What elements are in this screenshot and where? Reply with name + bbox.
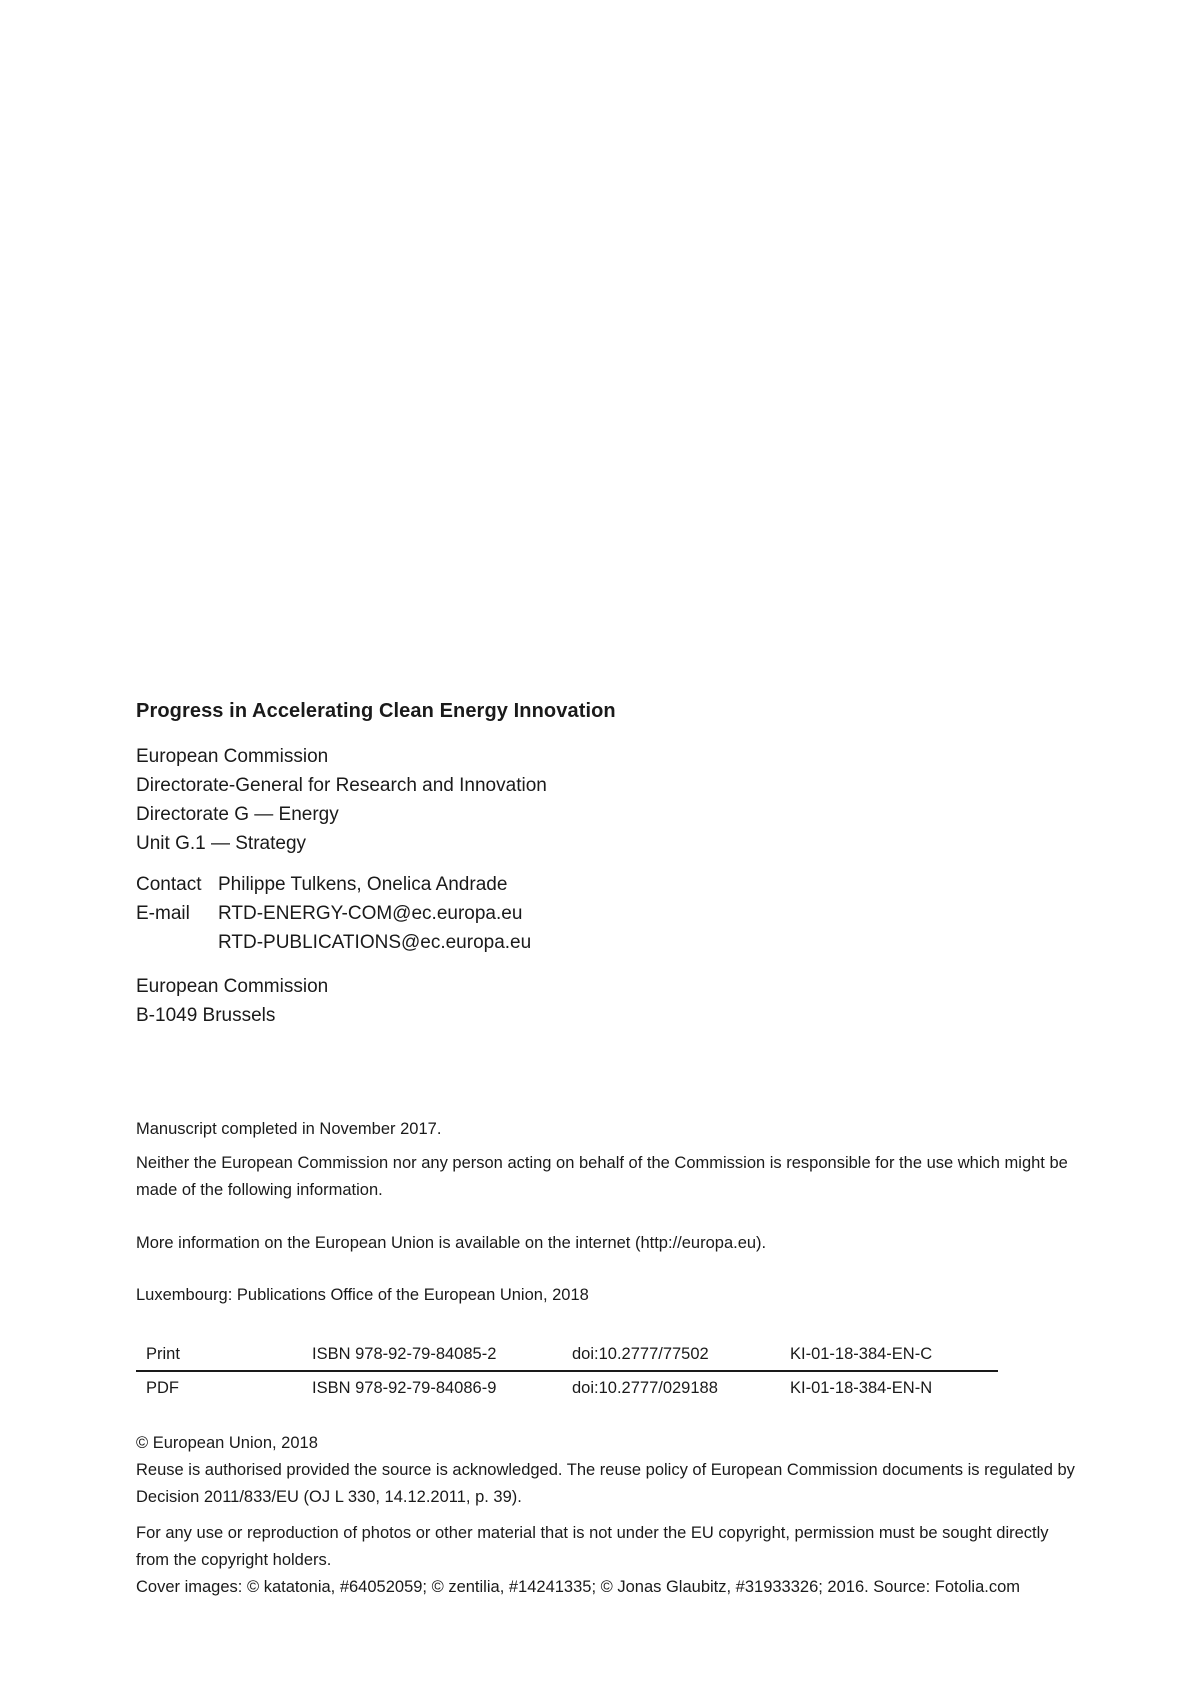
contact-names: Philippe Tulkens, Onelica Andrade (218, 874, 508, 895)
copyright-line: © European Union, 2018 (136, 1434, 318, 1452)
email-label: E-mail (136, 903, 190, 924)
document-title: Progress in Accelerating Clean Energy Innovation (136, 700, 616, 722)
catalogue-cell: KI-01-18-384-EN-N (790, 1378, 933, 1397)
more-info-text: More information on the European Union is available on the internet (http://europa.eu). (136, 1234, 767, 1252)
cover-credits: Cover images: © katatonia, #64052059; © zentilia, #14241335; © Jonas Glaubitz, #31933326; 2016. Source: Fotolia.com (136, 1578, 1021, 1596)
contact-row (136, 870, 531, 899)
isbn-cell: ISBN 978-92-79-84086-9 (312, 1378, 497, 1397)
organisation-block (136, 742, 547, 858)
email-link[interactable]: RTD-PUBLICATIONS@ec.europa.eu (218, 932, 532, 953)
email-label-spacer (136, 928, 218, 957)
doi-cell: doi:10.2777/029188 (572, 1378, 718, 1397)
disclaimer-text: Neither the European Commission nor any person acting on behalf of the Commission is responsible for the use which might be made of the following information. (136, 1154, 1068, 1199)
organisation-line: European Commission (136, 746, 329, 767)
address-block (136, 972, 328, 1030)
copyright-block (136, 1430, 1076, 1511)
address-line: European Commission (136, 976, 329, 997)
format-cell: PDF (146, 1378, 179, 1397)
photo-permission: For any use or reproduction of photos or other material that is not under the EU copyright, permission must be sought directly from the copyright holders. (136, 1524, 1049, 1569)
publication-table (136, 1338, 998, 1404)
isbn-cell: ISBN 978-92-79-84085-2 (312, 1344, 497, 1363)
email-row (136, 899, 531, 928)
email-link[interactable]: RTD-ENERGY-COM@ec.europa.eu (218, 903, 523, 924)
format-cell: Print (146, 1344, 180, 1363)
contact-label: Contact (136, 874, 202, 895)
organisation-line: Directorate-General for Research and Innovation (136, 775, 547, 796)
manuscript-note: Manuscript completed in November 2017. (136, 1120, 442, 1138)
table-row (136, 1372, 998, 1404)
doi-cell: doi:10.2777/77502 (572, 1344, 709, 1363)
reuse-policy: Reuse is authorised provided the source is acknowledged. The reuse policy of European Commission documents is regulated by Decision 2011/833/EU (OJ L 330, 14.12.2011, p. 39). (136, 1461, 1075, 1506)
email-row (136, 928, 531, 957)
table-row (136, 1338, 998, 1372)
publisher-text: Luxembourg: Publications Office of the European Union, 2018 (136, 1286, 589, 1304)
organisation-line: Directorate G — Energy (136, 804, 339, 825)
photo-rights-block (136, 1520, 1076, 1601)
catalogue-cell: KI-01-18-384-EN-C (790, 1344, 933, 1363)
address-line: B-1049 Brussels (136, 1005, 276, 1026)
organisation-line: Unit G.1 — Strategy (136, 833, 307, 854)
contact-block (136, 870, 531, 957)
